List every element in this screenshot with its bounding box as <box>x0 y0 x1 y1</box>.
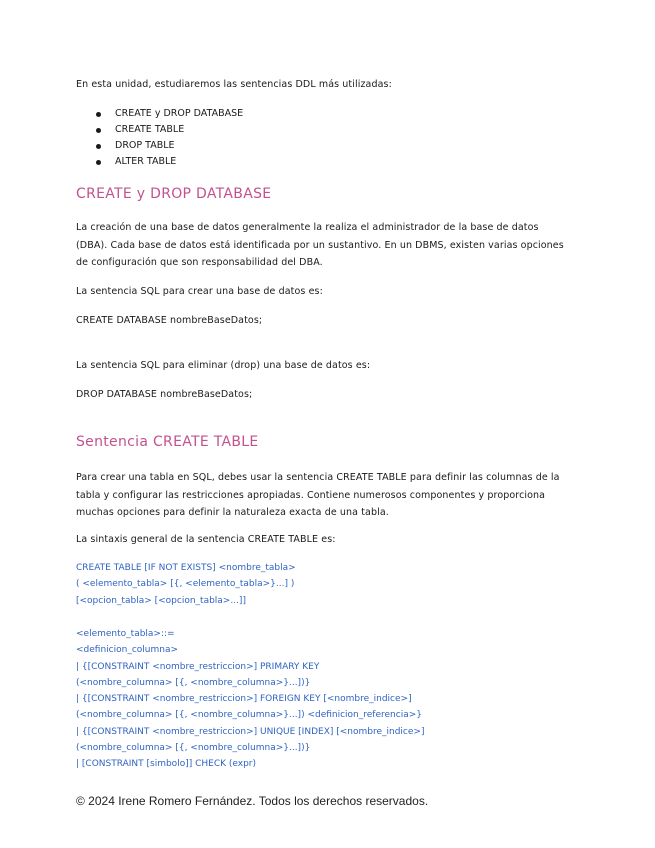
intro-paragraph: En esta unidad, estudiaremos las sentencias DDL más utilizadas: <box>76 79 392 90</box>
code-line: <definicion_columna> <box>76 645 179 656</box>
syntax-intro: La sintaxis general de la sentencia CREATE TABLE es: <box>76 534 336 545</box>
ddl-statement-list <box>76 106 243 170</box>
section-heading-create-table: Sentencia CREATE TABLE <box>76 434 259 450</box>
bullet-icon <box>96 112 101 117</box>
code-line: (<nombre_columna> [{, <nombre_columna>}...]) <definicion_referencia>} <box>76 710 422 721</box>
create-table-paragraph: Para crear una tabla en SQL, debes usar la sentencia CREATE TABLE para definir las columnas de la tabla y configurar las restricciones apropiadas. Contiene numerosos componentes y proporciona muchas opciones para definir la naturaleza exacta de una tabla. <box>76 472 560 518</box>
code-line: CREATE TABLE [IF NOT EXISTS] <nombre_tabla> <box>76 563 296 573</box>
syntax-block-create-table <box>76 560 576 609</box>
code-line: ( <elemento_tabla> [{, <elemento_tabla>}...] ) <box>76 579 295 590</box>
list-item: DROP TABLE <box>76 138 243 154</box>
drop-db-statement: DROP DATABASE nombreBaseDatos; <box>76 389 253 400</box>
code-line: | {[CONSTRAINT <nombre_restriccion>] UNIQUE [INDEX] [<nombre_indice>] <box>76 726 425 737</box>
code-line: [<opcion_tabla> [<opcion_tabla>...]] <box>76 595 246 606</box>
list-item: ALTER TABLE <box>76 154 243 170</box>
code-line: | {[CONSTRAINT <nombre_restriccion>] FOREIGN KEY [<nombre_indice>] <box>76 694 412 705</box>
code-line: | [CONSTRAINT [simbolo]] CHECK (expr) <box>76 759 257 770</box>
dba-paragraph: La creación de una base de datos generalmente la realiza el administrador de la base de datos (DBA). Cada base de datos está identificada por un sustantivo. En un DBMS, existen varias opciones de configuración que son responsabilidad del DBA. <box>76 222 564 268</box>
create-db-statement: CREATE DATABASE nombreBaseDatos; <box>76 315 263 326</box>
code-line: | {[CONSTRAINT <nombre_restriccion>] PRIMARY KEY <box>76 661 320 672</box>
create-db-intro: La sentencia SQL para crear una base de datos es: <box>76 286 323 297</box>
syntax-block-table-element <box>76 626 576 773</box>
drop-db-intro: La sentencia SQL para eliminar (drop) una base de datos es: <box>76 360 371 371</box>
bullet-icon <box>96 160 101 165</box>
bullet-icon <box>96 144 101 149</box>
bullet-icon <box>96 128 101 133</box>
list-item: CREATE TABLE <box>76 122 243 138</box>
code-line: (<nombre_columna> [{, <nombre_columna>}...])} <box>76 743 311 754</box>
code-line: (<nombre_columna> [{, <nombre_columna>}...])} <box>76 677 311 688</box>
list-item: CREATE y DROP DATABASE <box>76 106 243 122</box>
code-line: <elemento_tabla>::= <box>76 629 175 639</box>
section-heading-database: CREATE y DROP DATABASE <box>76 186 272 202</box>
copyright-footer: © 2024 Irene Romero Fernández. Todos los derechos reservados. <box>76 794 429 808</box>
